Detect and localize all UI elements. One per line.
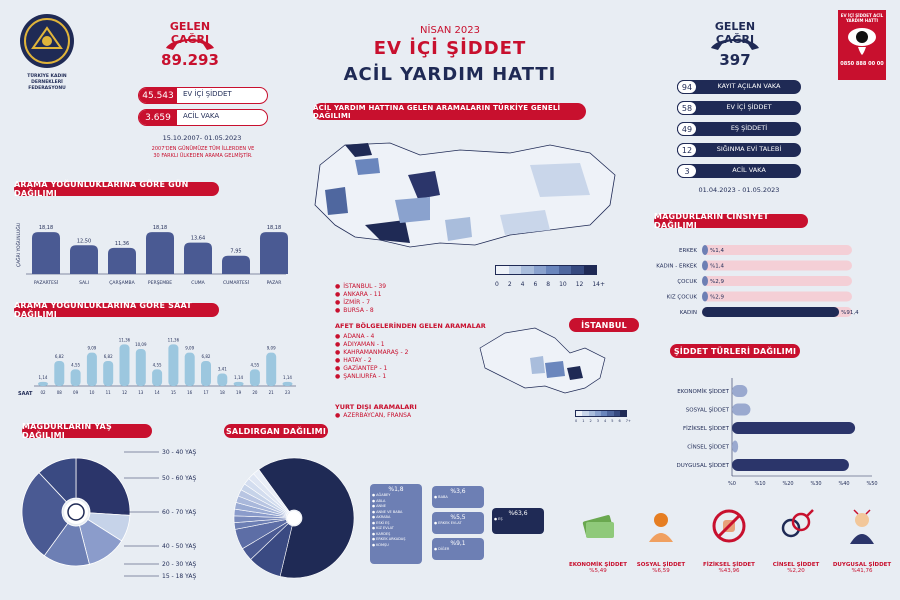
hour-category-label: 08 [56, 390, 62, 395]
hour-value-label: 3,41 [217, 366, 227, 372]
logo-text: TÜRKİYE KADIN DERNEKLERİ FEDERASYONU [27, 74, 67, 91]
hotline-badge-title: EV İÇİ ŞİDDET ACİL YARDIM HATTI [840, 13, 884, 23]
violence-icon-card [699, 506, 759, 574]
hour-value-label: 11,36 [118, 337, 131, 343]
icon-part [718, 515, 740, 537]
violence-tick-label: %30 [810, 481, 822, 487]
gender-value-label: %2,9 [710, 279, 724, 285]
right-calls-total: 397 [719, 51, 751, 69]
disaster-city-item: ● ŞANLIURFA - 1 [335, 373, 387, 380]
violence-icon-label: CİNSEL ŞİDDET [772, 562, 820, 568]
day-category-label: ÇARŞAMBA [109, 281, 135, 286]
hour-value-label: 1,14 [234, 374, 244, 380]
hour-category-label: 11 [105, 390, 111, 395]
left-date-range: 15.10.2007- 01.05.2023 [162, 134, 242, 142]
attacker-label-item: ● KIZ EVLAT [372, 526, 394, 530]
violence-bar [732, 385, 747, 397]
hour-bar [38, 382, 48, 386]
hour-category-label: 02 [40, 390, 46, 395]
violence-tick-label: %20 [782, 481, 794, 487]
day-value-label: 18,18 [266, 225, 282, 232]
attacker-label-box [432, 512, 484, 534]
violence-icon-pct: %5,49 [589, 568, 607, 574]
attacker-label-box [370, 484, 422, 564]
gender-bar-track [702, 245, 852, 255]
icon-part [855, 513, 869, 527]
day-ylabel: ÇAĞRI YOĞUNLUĞU [17, 222, 22, 268]
attacker-label-pct: %5,5 [450, 514, 466, 521]
attacker-label-item: ● ANNE VE BABA [372, 509, 403, 514]
right-calls-title: GELEN ÇAĞRI [714, 20, 756, 46]
left-stat-row-domestic [138, 87, 268, 104]
day-chart-title: ARAMA YOĞUNLUKLARINA GÖRE GÜN DAĞILIMI [14, 182, 219, 196]
hour-value-label: 4,55 [250, 362, 260, 368]
hour-value-label: 1,14 [283, 374, 292, 380]
hour-bar [250, 369, 260, 386]
istanbul-legend-tick: 1 [582, 419, 585, 423]
istanbul-legend-bar [575, 410, 627, 417]
istanbul-legend-tick: 7+ [625, 419, 631, 423]
map-region-bursa [355, 158, 380, 175]
hour-chart [14, 320, 299, 400]
disaster-city-item: ● ADANA - 4 [335, 333, 375, 340]
istanbul-legend-tick: 3 [596, 419, 599, 423]
icon-part [807, 510, 813, 516]
abroad-title: YURT DIŞI ARAMALARI [335, 403, 417, 411]
attacker-label-item: ● AĞABEY [372, 493, 391, 497]
gender-chart-title: MAĞDURLARIN CİNSİYET DAĞILIMI [654, 214, 808, 228]
gender-category-label: KADIN - ERKEK [656, 263, 697, 270]
gender-bar [702, 261, 708, 271]
hour-category-label: 17 [203, 390, 209, 395]
hour-value-label: 4,55 [152, 362, 162, 368]
hour-category-label: 14 [154, 390, 160, 395]
hour-category-label: 13 [138, 390, 144, 395]
right-stat-num: 3 [677, 164, 697, 178]
hour-value-label: 4,55 [71, 362, 81, 368]
right-stat-row [677, 164, 801, 178]
violence-category-label: CİNSEL ŞİDDET [687, 444, 729, 451]
header-title-1: EV İÇİ ŞİDDET [373, 38, 527, 59]
age-label: 60 - 70 YAŞ [162, 509, 197, 516]
gender-category-label: KADIN [679, 310, 697, 316]
day-bar [260, 232, 288, 274]
gender-value-label: %1,4 [710, 263, 724, 270]
age-label: 40 - 50 YAŞ [162, 543, 197, 550]
age-chart-title: MAĞDURLARIN YAŞ DAĞILIMI [22, 424, 152, 438]
social-icon [641, 506, 681, 546]
disaster-city-item: ● GAZİANTEP - 1 [335, 365, 388, 372]
gender-bar [702, 276, 708, 286]
gender-bar [702, 307, 839, 317]
gender-chart [640, 242, 860, 324]
right-stat-num: 12 [677, 143, 697, 157]
hour-value-label: 9,09 [87, 345, 97, 351]
hour-value-label: 1,14 [38, 374, 48, 380]
gender-category-label: KIZ ÇOCUK [666, 294, 697, 301]
map-legend-tick: 4 [520, 281, 525, 288]
hour-bar [217, 373, 227, 386]
violence-bar [732, 459, 849, 471]
header-month: NİSAN 2023 [420, 25, 480, 36]
violence-icon-pct: %2,20 [787, 568, 805, 574]
map-legend-bar [495, 265, 597, 275]
abroad-item: ● AZERBAYCAN, FRANSA [335, 412, 412, 419]
violence-tick-label: %50 [866, 481, 878, 487]
istanbul-map [475, 318, 615, 408]
right-stat-row [677, 80, 801, 94]
right-stat-label: ACİL VAKA [732, 166, 766, 174]
attacker-label-item: ● KARDEŞ [372, 531, 391, 536]
city-item: ● ANKARA - 11 [335, 291, 382, 298]
attacker-chart [232, 440, 362, 590]
attacker-label-box [432, 538, 484, 560]
attacker-label-pct: %63,6 [508, 510, 528, 517]
attacker-label-pct: %3,6 [450, 488, 466, 495]
disaster-city-item: ● KAHRAMANMARAŞ - 2 [335, 349, 409, 356]
violence-icon-label: DUYGUSAL ŞİDDET [832, 562, 892, 568]
day-category-label: SALI [79, 281, 89, 286]
day-bar [70, 245, 98, 274]
attacker-label-item: ● ERKEK ARKADAŞ [372, 537, 406, 541]
left-calls-total: 89.293 [161, 51, 219, 69]
violence-icon-pct: %41,76 [851, 568, 873, 574]
hour-category-label: 12 [121, 390, 128, 395]
attacker-label-pct: %1,8 [388, 486, 404, 493]
attacker-label-item: ● EŞ [494, 517, 503, 521]
hour-bar [152, 369, 162, 386]
logo-emblem-icon [16, 12, 78, 70]
map-region-konya [395, 197, 430, 223]
gender-value-label: %1,4 [710, 248, 724, 254]
right-stat-label: EŞ ŞİDDETİ [730, 124, 768, 132]
day-bar [222, 256, 250, 274]
icon-part [649, 533, 673, 542]
right-date-range: 01.04.2023 - 01.05.2023 [698, 186, 780, 194]
istanbul-legend [575, 410, 631, 423]
hour-chart-title: ARAMA YOĞUNLUKLARINA GÖRE SAAT DAĞILIMI [14, 303, 219, 317]
istanbul-legend-swatch [620, 411, 626, 416]
map-legend-swatch [546, 266, 559, 274]
right-stat-row [677, 101, 801, 115]
violence-bar [732, 441, 738, 453]
gender-bar-track [702, 261, 852, 271]
hour-category-label: 16 [187, 390, 193, 395]
age-label: 50 - 60 YAŞ [162, 475, 197, 482]
map-legend-swatch [496, 266, 509, 274]
map-legend-swatch [534, 266, 547, 274]
emotional-icon [842, 506, 882, 546]
day-value-label: 11,36 [114, 240, 130, 247]
violence-category-label: EKONOMİK ŞİDDET [677, 389, 729, 395]
city-item: ● İZMİR - 7 [335, 299, 371, 306]
hour-category-label: 15 [170, 390, 176, 395]
gender-bar [702, 245, 708, 255]
hotline-badge [838, 10, 886, 80]
hour-bar [234, 382, 244, 386]
day-value-label: 18,18 [152, 225, 168, 232]
day-value-label: 13,64 [190, 235, 206, 242]
hour-value-label: 6,82 [103, 353, 113, 359]
hour-category-label: 18 [219, 390, 225, 395]
attacker-label-item: ● DİĞER [434, 547, 450, 551]
map-region-izmir [325, 187, 348, 215]
violence-icon-label: EKONOMİK ŞİDDET [568, 562, 628, 568]
attacker-label-item: ● BABA [434, 495, 448, 499]
day-value-label: 18,18 [38, 225, 54, 232]
hour-bar [201, 361, 211, 386]
violence-category-label: DUYGUSAL ŞİDDET [676, 463, 729, 469]
right-stat-num: 58 [677, 101, 697, 115]
violence-bar [732, 422, 855, 434]
disaster-city-item: ● HATAY - 2 [335, 357, 372, 364]
map-legend [495, 265, 605, 288]
right-stat-num: 94 [677, 80, 697, 94]
hour-bar [120, 344, 130, 386]
violence-category-label: FİZİKSEL ŞİDDET [683, 426, 729, 432]
day-value-label: 12,50 [76, 238, 92, 245]
right-stat-num: 49 [677, 122, 697, 136]
day-bar [32, 232, 60, 274]
violence-icon-card [766, 506, 826, 574]
right-stat-row [677, 122, 801, 136]
left-note: 2007'DEN GÜNÜMÜZE TÜM İLLERDEN VE 30 FARKLI ÜLKEDEN ARAMA GELMİŞTİR. [151, 146, 255, 159]
hour-bar [71, 369, 81, 386]
hour-category-label: 23 [284, 390, 291, 395]
federation-logo [16, 12, 78, 92]
violence-icon-pct: %43,96 [718, 568, 740, 574]
day-bar [184, 243, 212, 274]
attacker-label-item: ● ABLA [372, 498, 386, 503]
map-legend-swatch [509, 266, 522, 274]
hotline-badge-number: 0850 888 00 00 [840, 61, 884, 67]
right-stat-label: EV İÇİ ŞİDDET [726, 103, 772, 111]
violence-icon-label: FİZİKSEL ŞİDDET [703, 562, 755, 568]
hour-value-label: 11,36 [167, 337, 180, 343]
age-label: 30 - 40 YAŞ [162, 449, 197, 456]
violence-icon-card [568, 506, 628, 574]
istanbul-legend-ticks [575, 419, 631, 423]
hour-xlabel: SAAT [18, 391, 33, 397]
istanbul-title: İSTANBUL [569, 318, 639, 332]
left-calls-title: GELEN ÇAĞRI [169, 20, 211, 46]
day-category-label: CUMARTESİ [223, 281, 249, 286]
left-stat-row-emergency [138, 109, 268, 126]
map-legend-tick: 2 [507, 281, 512, 288]
age-chart [14, 440, 224, 590]
abroad-list [335, 412, 411, 420]
hour-value-label: 6,82 [54, 353, 64, 359]
icon-part [654, 513, 668, 527]
attacker-label-item: ● AKRABA [372, 515, 391, 519]
no-fist-icon [709, 506, 749, 546]
map-legend-swatch [584, 266, 597, 274]
gender-category-label: ÇOCUK [677, 279, 697, 285]
hour-category-label: 19 [236, 390, 242, 395]
istanbul-legend-tick: 2 [589, 419, 592, 423]
map-region-east [530, 163, 590, 197]
day-category-label: PERŞEMBE [147, 281, 173, 286]
violence-chart-title: ŞİDDET TÜRLERİ DAĞILIMI [670, 344, 800, 358]
left-stat-num: 3.659 [139, 110, 177, 125]
right-stat-row [677, 143, 801, 157]
map-legend-swatch [571, 266, 584, 274]
hour-value-label: 9,09 [185, 345, 195, 351]
attacker-label-item: ● ERKEK EVLAT [434, 521, 462, 525]
attacker-label-pct: %9,1 [450, 540, 466, 547]
header-title-2: ACİL YARDIM HATTI [343, 64, 557, 85]
attacker-label-box [432, 486, 484, 508]
attacker-chart-title: SALDIRGAN DAĞILIMI [224, 424, 328, 438]
disaster-list [335, 333, 408, 381]
istanbul-legend-tick: 0 [575, 419, 578, 423]
gender-icon [776, 506, 816, 546]
disaster-city-item: ● ADIYAMAN - 1 [335, 341, 385, 348]
attacker-label-item: ● ESKİ EŞ [372, 520, 390, 525]
hour-category-label: 21 [268, 390, 274, 395]
day-bar [108, 248, 136, 274]
day-bar [146, 232, 174, 274]
day-category-label: CUMA [191, 281, 205, 286]
map-legend-tick: 12 [575, 281, 584, 288]
gender-value-label: %2,9 [710, 294, 724, 301]
violence-icon-card [832, 506, 892, 574]
violence-tick-label: %10 [754, 481, 766, 487]
map-title: ACİL YARDIM HATTINA GELEN ARAMALARIN TÜRKİYE GENELİ DAĞILIMI [313, 103, 586, 120]
violence-icon-label: SOSYAL ŞİDDET [636, 562, 686, 568]
istanbul-legend-tick: 5 [611, 419, 614, 423]
istanbul-district-light [530, 356, 545, 374]
day-category-label: PAZAR [266, 281, 282, 286]
money-icon [578, 506, 618, 546]
gender-category-label: ERKEK [679, 248, 697, 254]
hour-bar [54, 361, 64, 386]
left-stat-label: ACİL VAKA [183, 112, 220, 120]
map-region-adana [445, 217, 472, 241]
day-category-label: PAZARTESİ [33, 281, 59, 286]
hour-value-label: 9,09 [266, 345, 276, 351]
turkey-map [300, 125, 630, 265]
attacker-center [287, 511, 301, 525]
left-stat-label: EV İÇİ ŞİDDET [183, 90, 232, 98]
hour-bar [266, 353, 276, 386]
map-legend-tick: 8 [546, 281, 551, 288]
violence-tick-label: %40 [838, 481, 850, 487]
left-stat-num: 45.543 [139, 88, 177, 103]
hour-value-label: 10,09 [135, 342, 147, 348]
day-value-label: 7,95 [230, 248, 242, 255]
top-cities-list [335, 283, 386, 315]
attacker-label-item: ● KOMŞU [372, 542, 389, 547]
hour-category-label: 09 [73, 390, 79, 395]
icon-part [586, 522, 614, 538]
violence-chart [640, 378, 890, 498]
map-legend-tick: 10 [559, 281, 567, 288]
map-legend-swatch [559, 266, 572, 274]
icon-part [850, 534, 874, 544]
right-stat-label: KAYIT AÇILAN VAKA [717, 82, 781, 90]
violence-icon-pct: %6,59 [652, 568, 670, 574]
violence-category-label: SOSYAL ŞİDDET [685, 407, 729, 414]
violence-bar [732, 404, 750, 416]
hour-bar [168, 344, 178, 386]
hour-bar [87, 353, 97, 386]
map-legend-tick: 14+ [592, 281, 605, 288]
age-label: 15 - 18 YAŞ [162, 573, 197, 580]
map-legend-swatch [521, 266, 534, 274]
map-legend-tick: 6 [533, 281, 538, 288]
istanbul-legend-tick: 6 [618, 419, 621, 423]
crying-eye-icon [838, 23, 886, 57]
day-chart [14, 200, 294, 292]
attacker-label-item: ● ANNE [372, 504, 387, 508]
violence-tick-label: %0 [728, 481, 736, 487]
right-stat-label: SIĞINMA EVİ TALEBİ [716, 145, 782, 153]
city-item: ● BURSA - 8 [335, 307, 374, 314]
hour-value-label: 6,82 [201, 353, 211, 359]
hour-bar [185, 353, 195, 386]
attacker-label-box [492, 508, 544, 534]
gender-bar-track [702, 276, 852, 286]
gender-bar [702, 292, 708, 302]
gender-bar-track [702, 292, 852, 302]
istanbul-legend-tick: 4 [604, 419, 607, 423]
hour-category-label: 20 [252, 390, 258, 395]
city-item: ● İSTANBUL - 39 [335, 283, 387, 290]
hour-category-label: 10 [89, 390, 95, 395]
hour-bar [136, 349, 146, 386]
map-legend-ticks [495, 281, 605, 288]
age-label: 20 - 30 YAŞ [162, 561, 197, 568]
istanbul-district-mid [545, 361, 565, 378]
violence-icon-card [631, 506, 691, 574]
hour-bar [103, 361, 113, 386]
gender-value-label: %91,4 [841, 310, 859, 316]
disaster-title: AFET BÖLGELERİNDEN GELEN ARAMALAR [335, 322, 486, 330]
hour-bar [283, 382, 293, 386]
map-legend-tick: 0 [495, 281, 499, 288]
